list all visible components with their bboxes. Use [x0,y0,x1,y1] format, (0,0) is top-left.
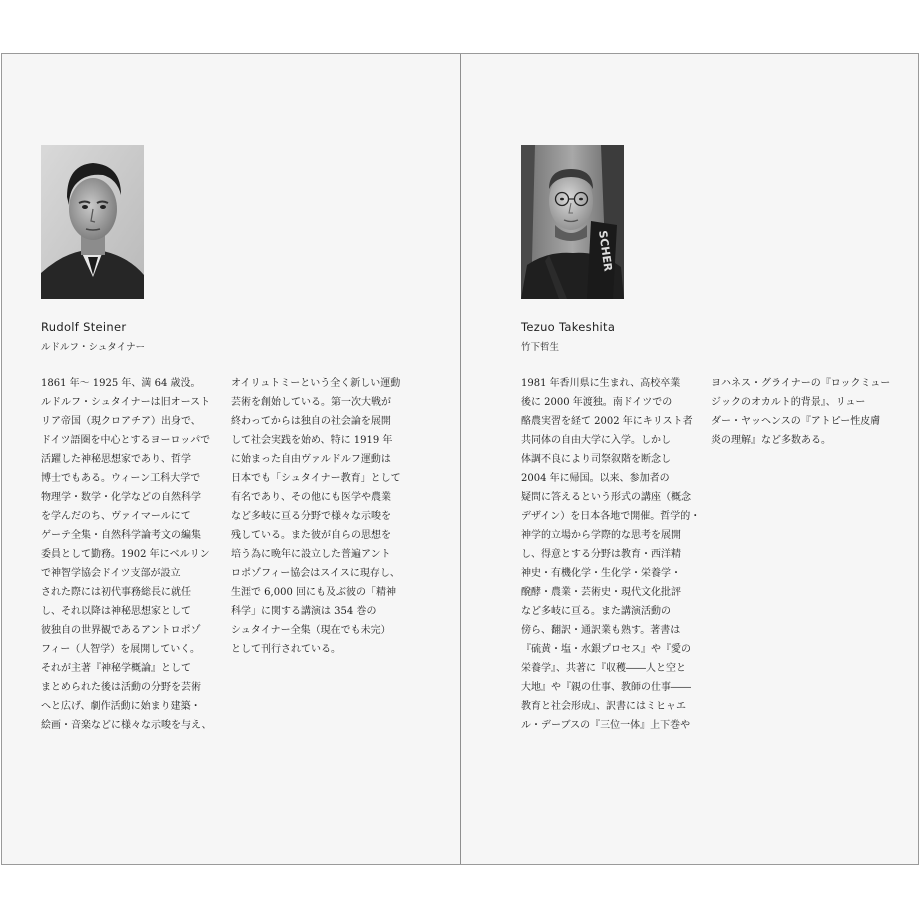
bio-line: 1861 年〜 1925 年、満 64 歳没。 [41,378,201,389]
bio-line: ル・デーブスの『三位一体』上下巻や [521,720,691,731]
bio-line: 醗酵・農業・芸術史・現代文化批評 [521,587,681,598]
bio-line: として刊行されている。 [231,644,341,655]
bio-line: 神史・有機化学・生化学・栄養学・ [521,568,681,579]
bio-line: 博士でもある。ウィーン工科大学で [41,473,201,484]
steiner-bio-column-2 [231,374,411,659]
takeshita-name-en: Tezuo Takeshita [521,320,616,334]
takeshita-name-jp: 竹下哲生 [521,342,560,353]
scarf-text: SCHER [596,229,615,273]
bio-line: 2004 年に帰国。以来、参加者の [521,473,670,484]
steiner-name-jp: ルドルフ・シュタイナー [41,342,146,353]
steiner-portrait-photo [41,145,144,299]
bio-line: 物理学・数学・化学などの自然科学 [41,492,201,503]
book-spread [1,53,919,865]
takeshita-bio-column-2 [711,374,891,450]
bio-line: 教育と社会形成』、訳書にはミヒャエ [521,701,686,712]
bio-line: 終わってからは独自の社会論を展開 [231,416,391,427]
bio-line: ゲーテ全集・自然科学論考文の編集 [41,530,201,541]
bio-line: など多岐に亘る。また講演活動の [521,606,671,617]
bio-line: 彼独自の世界観であるアントロポゾ [41,625,201,636]
bio-line: ロポゾフィー協会はスイスに現存し、 [231,568,400,579]
bio-line: 有名であり、その他にも医学や農業 [231,492,391,503]
bio-line: に始まった自由ヴァルドルフ運動は [231,454,391,465]
bio-line: へと広げ、劇作活動に始まり建築・ [41,701,201,712]
takeshita-portrait-photo [521,145,624,299]
bio-line: まとめられた後は活動の分野を芸術 [41,682,201,693]
bio-line: シュタイナー全集（現在でも未完） [231,625,391,636]
bio-line: 培う為に晩年に設立した普遍アント [231,549,391,560]
bio-line: など多岐に亘る分野で様々な示唆を [231,511,391,522]
bio-line: された際には初代事務総長に就任 [41,587,191,598]
bio-line: 神学的立場から学際的な思考を展開 [521,530,681,541]
bio-line: して社会実践を始め、特に 1919 年 [231,435,393,446]
bio-line: 炎の理解』など多数ある。 [711,435,831,446]
bio-line: 芸術を創始している。第一次大戦が [231,397,391,408]
bio-line: フィー（人智学）を展開していく。 [41,644,200,655]
bio-line: ドイツ語圏を中心とするヨーロッパで [41,435,211,446]
bio-line: 栄養学』、共著に『収穫――人と空と [521,663,686,674]
bio-line: 残している。また彼が自らの思想を [231,530,391,541]
bio-line: 大地』や『親の仕事、教師の仕事―― [521,682,691,693]
bio-line: 『硫黄・塩・水銀プロセス』や『愛の [521,644,691,655]
bio-line: 後に 2000 年渡独。南ドイツでの [521,397,673,408]
bio-line: ジックのオカルト的背景』、リュー [711,397,866,408]
bio-line: デザイン）を日本各地で開催。哲学的・ [521,511,701,522]
takeshita-bio-column-1 [521,374,701,735]
bio-line: ヨハネス・グライナーの『ロックミュー [711,378,891,389]
bio-line: 疑問に答えるという形式の講座（概念 [521,492,691,503]
bio-line: 酪農実習を経て 2002 年にキリスト者 [521,416,693,427]
bio-line: し、それ以降は神秘思想家として [41,606,191,617]
bio-line: 生涯で 6,000 回にも及ぶ彼の「精神 [231,587,396,598]
bio-line: を学んだのち、ヴァイマールにて [41,511,191,522]
bio-line: 体調不良により司祭叙階を断念し [521,454,671,465]
bio-line: で神智学協会ドイツ支部が設立 [41,568,181,579]
bio-line: 日本でも「シュタイナー教育」として [231,473,401,484]
bio-line: それが主著『神秘学概論』として [41,663,191,674]
bio-line: 委員として勤務。1902 年にベルリン [41,549,210,560]
bio-line: オイリュトミーという全く新しい運動 [231,378,401,389]
bio-line: 活躍した神秘思想家であり、哲学 [41,454,191,465]
bio-line: 絵画・音楽などに様々な示唆を与え、 [41,720,212,731]
steiner-name-en: Rudolf Steiner [41,320,127,334]
bio-line: し、得意とする分野は教育・西洋精 [521,549,681,560]
bio-line: 1981 年香川県に生まれ、高校卒業 [521,378,681,389]
bio-line: ルドルフ・シュタイナーは旧オースト [41,397,211,408]
bio-line: リア帝国（現クロアチア）出身で、 [41,416,201,427]
bio-line: 科学」に関する講演は 354 巻の [231,606,377,617]
bio-line: ダー・ヤッヘンスの『アトピー性皮膚 [711,416,881,427]
steiner-bio-column-1 [41,374,221,735]
bio-line: 共同体の自由大学に入学。しかし [521,435,671,446]
page-fold [460,54,461,864]
bio-line: 傍ら、翻訳・通訳業も熟す。著書は [521,625,681,636]
